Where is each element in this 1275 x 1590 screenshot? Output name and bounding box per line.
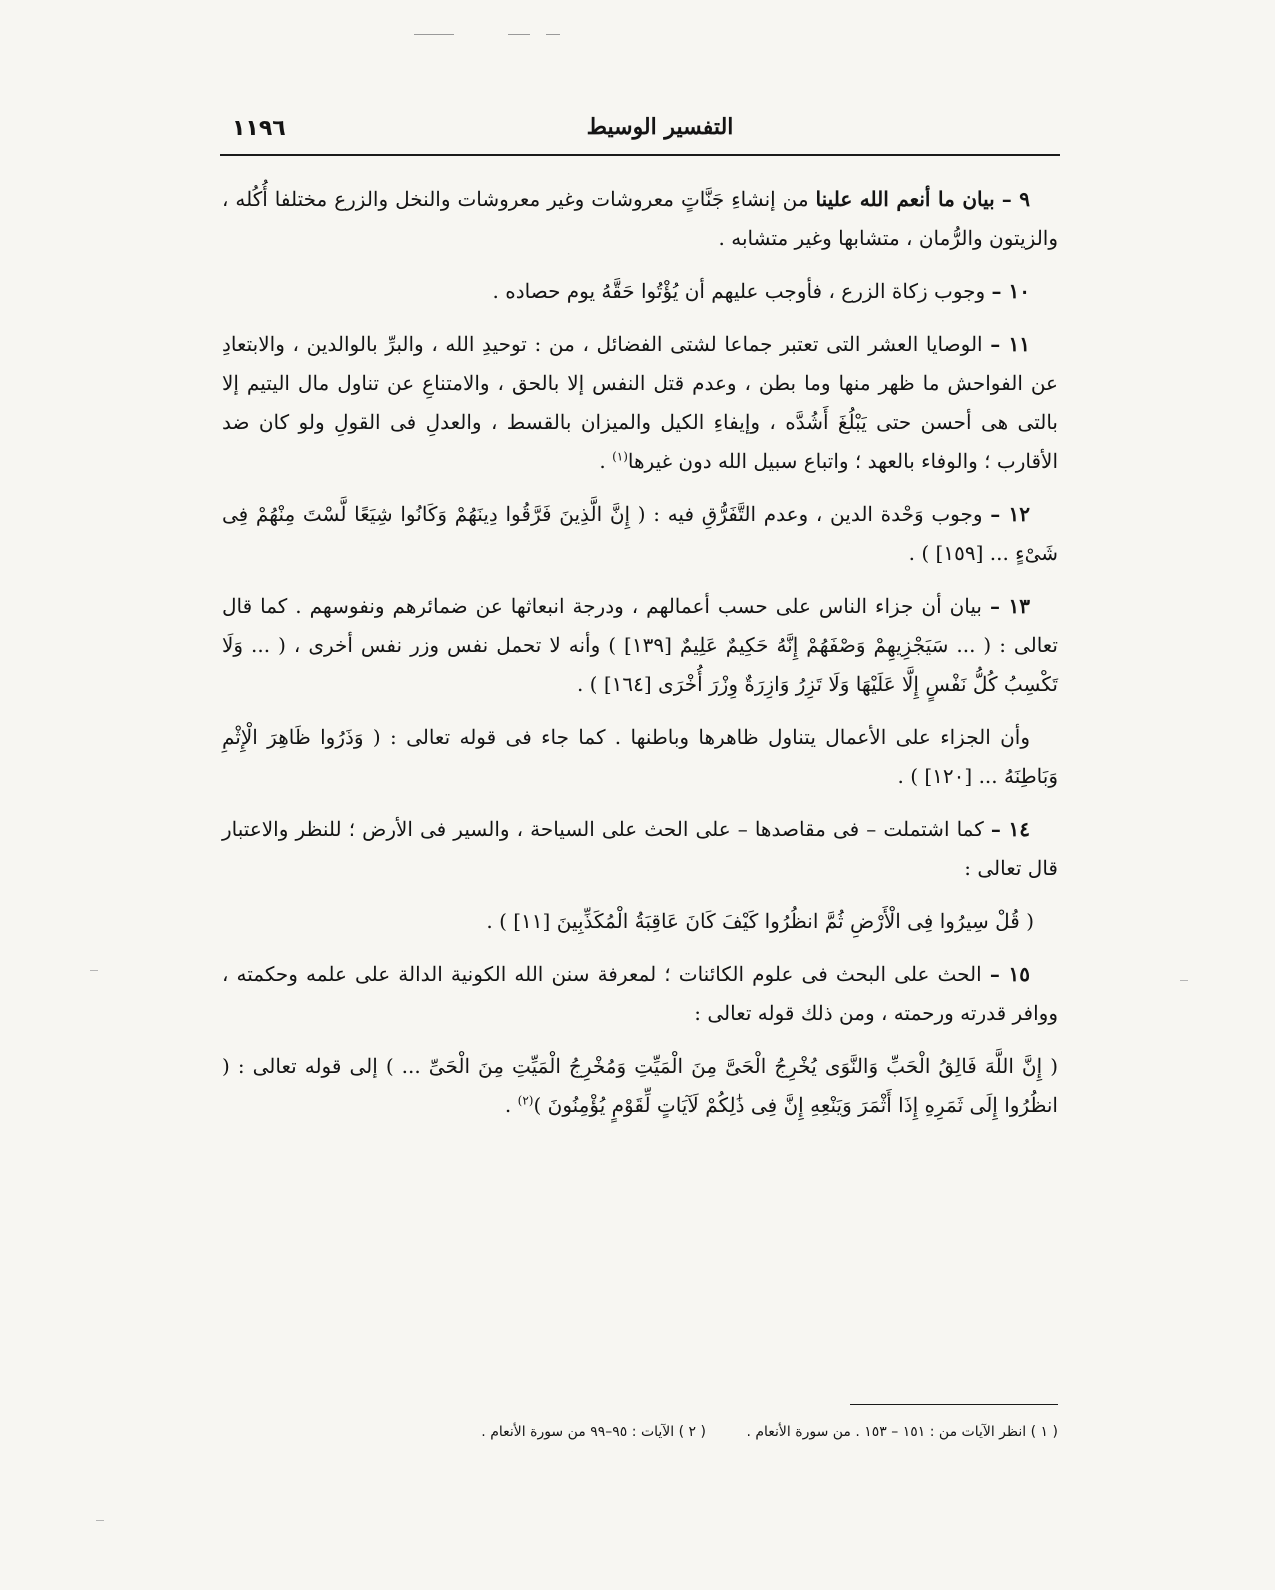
- header-rule: [220, 154, 1060, 156]
- item-number: ٩ –: [1001, 187, 1031, 211]
- paragraph-text: بيان أن جزاء الناس على حسب أعمالهم ، ودرجة انبعاثها عن ضمائرهم ونفوسهم . كما قال تعالى : ( ... سَيَجْزِيهِمْ وَصْفَهُمْ إِنَّهُ حَكِيمٌ عَلِيمٌ [١٣٩] ) وأنه لا تحمل نفس وزر نفس أخرى ، ( ... وَلَا تَكْسِبُ كُلُّ نَفْسٍ إِلَّا عَلَيْهَا وَلَا تَزِرُ وَازِرَةٌ وِزْرَ أُخْرَى [١٦٤] ) .: [222, 594, 1059, 696]
- paragraph-text: وجوب زكاة الزرع ، فأوجب عليهم أن يُؤْتُوا حَقَّهُ يوم حصاده .: [492, 279, 986, 303]
- scan-mark: [546, 34, 560, 35]
- verse-text: ( قُلْ سِيرُوا فِى الْأَرْضِ ثُمَّ انظُرُوا كَيْفَ كَانَ عَاقِبَةُ الْمُكَذِّبِينَ [١١] ) .: [486, 909, 1034, 933]
- verse-block: [222, 1047, 1058, 1125]
- scan-mark: [90, 970, 98, 971]
- item-number: ١١ –: [990, 332, 1031, 356]
- footnote-ref: (١): [612, 449, 628, 464]
- paragraph-9: [222, 180, 1058, 258]
- footnote-1: ( ١ ) انظر الآيات من : ١٥١ – ١٥٣ . من سورة الأنعام .: [746, 1424, 1058, 1440]
- page-number: ١١٩٦: [232, 116, 286, 141]
- paragraph-13-continued: [222, 718, 1058, 796]
- footnotes: [222, 1420, 1058, 1444]
- paragraph-text: الوصايا العشر التى تعتبر جماعا لشتى الفضائل ، من : توحيدِ الله ، والبرِّ بالوالدين ، والابتعادِ عن الفواحش ما ظهر منها وما بطن ، وعدم قتل النفس إلا بالحق ، والامتناعِ عن تناول مال اليتيم إلا بالتى هى أحسن حتى يَبْلُغَ أَشُدَّه ، وإيفاءِ الكيل والميزان بالقسط ، والعدلِ فى القولِ ولو كان ضد الأقارب ؛ والوفاء بالعهد ؛ واتباع سبيل الله دون غيرها: [222, 332, 1058, 473]
- item-lead: بيان ما أنعم الله علينا: [815, 187, 995, 211]
- item-number: ١٥ –: [989, 962, 1030, 986]
- page-header: [220, 108, 1060, 156]
- paragraph-tail: .: [504, 1093, 518, 1117]
- scan-mark: [414, 34, 454, 35]
- item-number: ١٠ –: [991, 279, 1030, 303]
- verse-text: ( إِنَّ اللَّهَ فَالِقُ الْحَبِّ وَالنَّوَى يُخْرِجُ الْحَىَّ مِنَ الْمَيِّتِ وَمُخْرِجُ الْمَيِّتِ مِنَ الْحَىِّ ... ) إلى قوله تعالى : ( انظُرُوا إِلَى ثَمَرِهِ إِذَا أَثْمَرَ وَيَنْعِهِ إِنَّ فِى ذَٰلِكُمْ لَآيَاتٍ لِّقَوْمٍ يُؤْمِنُونَ ): [222, 1054, 1058, 1117]
- paragraph-tail: .: [599, 449, 613, 473]
- scan-mark: [508, 34, 530, 35]
- body-text: [222, 180, 1058, 1139]
- paragraph-text: وجوب وَحْدة الدين ، وعدم التَّفَرُّقِ فيه : ( إِنَّ الَّذِينَ فَرَّقُوا دِينَهُمْ وَكَانُوا شِيَعًا لَّسْتَ مِنْهُمْ فِى شَىْءٍ ... [١٥٩] ) .: [222, 502, 1058, 565]
- paragraph-15: [222, 955, 1058, 1033]
- paragraph-text: من إنشاءِ جَنَّاتٍ معروشات وغير معروشات والنخل والزرع مختلفا أُكُله ، والزيتون والرُّمان ، متشابها وغير متشابه .: [222, 187, 1058, 250]
- item-number: ١٣ –: [989, 594, 1031, 618]
- footnote-rule: [850, 1404, 1058, 1405]
- paragraph-text: وأن الجزاء على الأعمال يتناول ظاهرها وباطنها . كما جاء فى قوله تعالى : ( وَذَرُوا ظَاهِرَ الْإِثْمِ وَبَاطِنَهُ ... [١٢٠] ) .: [222, 725, 1058, 788]
- item-number: ١٢ –: [990, 502, 1030, 526]
- paragraph-12: [222, 495, 1058, 573]
- paragraph-text: كما اشتملت – فى مقاصدها – على الحث على السياحة ، والسير فى الأرض ؛ للنظر والاعتبار قال تعالى :: [222, 817, 1058, 880]
- scan-mark: [96, 1520, 104, 1521]
- verse-block: [222, 902, 1058, 941]
- scan-mark: [1180, 980, 1188, 981]
- footnote-ref: (٢): [517, 1093, 534, 1108]
- paragraph-10: [222, 272, 1058, 311]
- paragraph-11: [222, 325, 1058, 481]
- footnote-2: ( ٢ ) الآيات : ٩٥–٩٩ من سورة الأنعام .: [481, 1424, 706, 1440]
- paragraph-text: الحث على البحث فى علوم الكائنات ؛ لمعرفة سنن الله الكونية الدالة على علمه وحكمته ، ووافر قدرته ورحمته ، ومن ذلك قوله تعالى :: [222, 962, 1058, 1025]
- paragraph-14: [222, 810, 1058, 888]
- running-title: التفسير الوسيط: [586, 114, 734, 140]
- item-number: ١٤ –: [990, 817, 1030, 841]
- paragraph-13: [222, 587, 1058, 704]
